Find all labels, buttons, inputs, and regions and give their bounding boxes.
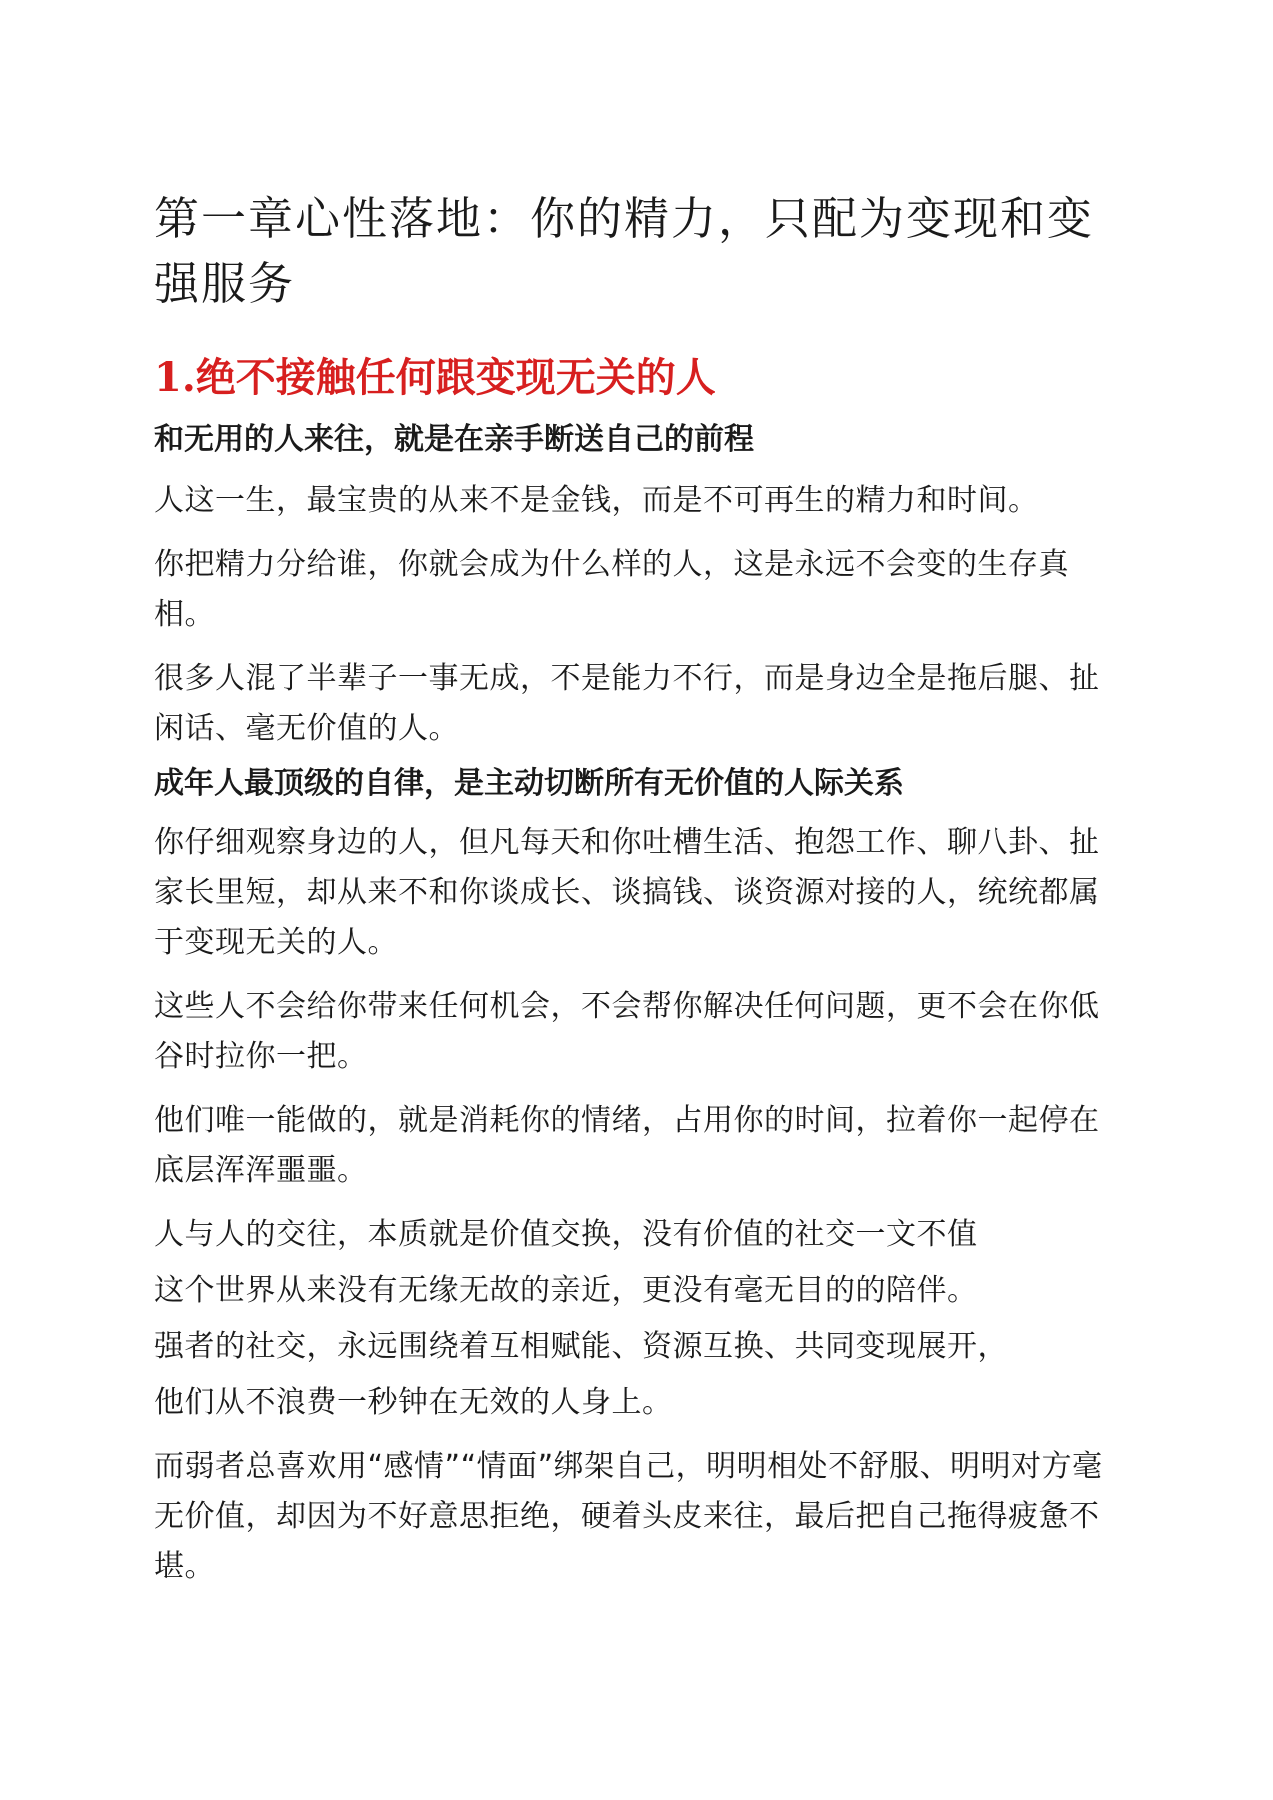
document-page — [154, 186, 1124, 1606]
chapter-title: 第一章心性落地：你的精力，只配为变现和变强服务 — [154, 192, 1095, 310]
paragraph-7: 人与人的交往，本质就是价值交换，没有价值的社交一文不值 — [154, 1217, 978, 1252]
paragraph-1: 人这一生，最宝贵的从来不是金钱，而是不可再生的精力和时间。 — [154, 483, 1039, 518]
paragraph-4: 你仔细观察身边的人，但凡每天和你吐槽生活、抱怨工作、聊八卦、扯家长里短，却从来不和你谈成长、谈搞钱、谈资源对接的人，统统都属于变现无关的人。 — [154, 825, 1100, 960]
sub-heading-1: 和无用的人来往，就是在亲手断送自己的前程 — [154, 422, 754, 457]
paragraph-5: 这些人不会给你带来任何机会，不会帮你解决任何问题，更不会在你低谷时拉你一把。 — [154, 989, 1100, 1074]
section-heading: 1.绝不接触任何跟变现无关的人 — [154, 354, 716, 401]
paragraph-2: 你把精力分给谁，你就会成为什么样的人，这是永远不会变的生存真相。 — [154, 547, 1069, 632]
paragraph-3: 很多人混了半辈子一事无成，不是能力不行，而是身边全是拖后腿、扯闲话、毫无价值的人。 — [154, 661, 1100, 746]
paragraph-6: 他们唯一能做的，就是消耗你的情绪，占用你的时间，拉着你一起停在底层浑浑噩噩。 — [154, 1103, 1100, 1188]
paragraph-9: 强者的社交，永远围绕着互相赋能、资源互换、共同变现展开， — [154, 1329, 1008, 1364]
sub-heading-2: 成年人最顶级的自律，是主动切断所有无价值的人际关系 — [154, 766, 904, 801]
paragraph-10: 他们从不浪费一秒钟在无效的人身上。 — [154, 1385, 673, 1420]
paragraph-8: 这个世界从来没有无缘无故的亲近，更没有毫无目的的陪伴。 — [154, 1273, 978, 1308]
paragraph-11: 而弱者总喜欢用“感情”“情面”绑架自己，明明相处不舒服、明明对方毫无价值，却因为不好意思拒绝，硬着头皮来往，最后把自己拖得疲惫不堪。 — [154, 1449, 1103, 1584]
